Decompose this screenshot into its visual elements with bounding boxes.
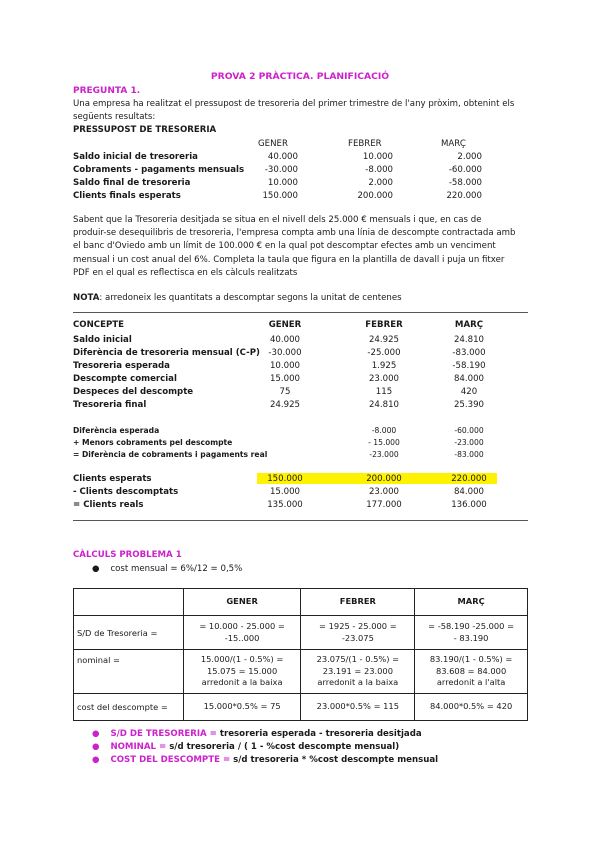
clients-cell: 220.000	[451, 474, 487, 484]
budget-cell: 2.000	[368, 178, 393, 188]
clients-cell: 23.000	[368, 487, 400, 497]
budget-col-febrer: FEBRER	[348, 139, 382, 149]
question-heading: PREGUNTA 1.	[73, 86, 141, 96]
solution-cell: 15.000	[269, 374, 301, 384]
budget-row-label: Cobraments - pagaments mensuals	[73, 165, 245, 175]
statement-line: mensual i un cost anual del 6%. Completa la taula que figura en la plantilla de davall i puja un fitxer	[73, 254, 505, 265]
solution-cell: 24.810	[453, 335, 485, 345]
diff-cell: -8.000	[371, 426, 397, 435]
calc-cell-line: = 1925 - 25.000 =	[319, 621, 397, 631]
solution-cell: 420	[460, 387, 478, 397]
calc-cell-line: arredonit a la baixa	[317, 677, 399, 688]
calc-cell-line: = -58.190 -25.000 =	[428, 621, 515, 631]
solution-cell: 40.000	[269, 335, 301, 345]
clients-row-label: - Clients descomptats	[73, 487, 179, 497]
solution-cell: 10.000	[269, 361, 301, 371]
solution-cell: 24.925	[269, 400, 301, 410]
calc-heading: CÀLCULS PROBLEMA 1	[73, 550, 182, 560]
solution-cell: 25.390	[453, 400, 485, 410]
clients-row-label: = Clients reals	[73, 500, 144, 510]
calc-cell	[301, 616, 415, 650]
solution-cell: -83.000	[452, 348, 486, 358]
calc-col-marc: MARÇ	[415, 589, 528, 616]
budget-col-marc: MARÇ	[441, 139, 466, 149]
diff-cell: -60.000	[454, 426, 484, 435]
diff-row-label: = Diferència de cobraments i pagaments real	[73, 450, 268, 459]
calc-bullet-text: cost mensual = 6%/12 = 0,5%	[110, 564, 243, 574]
note-label: NOTA	[73, 293, 100, 303]
solution-cell: 115	[375, 387, 393, 397]
calc-cell-line: 15.075 = 15.000	[206, 665, 278, 676]
solution-col-febrer: FEBRER	[365, 320, 403, 330]
divider-bottom	[73, 520, 528, 521]
calc-cell-line: 23.075/(1 - 0.5%) =	[316, 654, 400, 665]
solution-row-label: Tresoreria esperada	[73, 361, 170, 371]
calc-row-label: S/D de Tresoreria =	[74, 616, 184, 650]
statement-paragraph	[73, 214, 528, 280]
budget-cell: -8.000	[365, 165, 393, 175]
calc-cell-line: -15..000	[224, 632, 260, 643]
calc-row	[74, 616, 528, 650]
calc-row	[74, 694, 528, 721]
solution-cell: 24.925	[368, 335, 400, 345]
solution-row-label: Despeces del descompte	[73, 387, 194, 397]
diff-row-label: Diferència esperada	[73, 426, 160, 435]
budget-heading: PRESSUPOST DE TRESORERIA	[73, 125, 217, 135]
calc-header-empty	[74, 589, 184, 616]
budget-col-gener: GENER	[258, 139, 288, 149]
formula-term: S/D DE TRESORERIA =	[110, 729, 217, 739]
solution-cell: 75	[279, 387, 291, 397]
solution-cell: 84.000	[453, 374, 485, 384]
calc-row-label: nominal =	[74, 650, 184, 694]
budget-cell: 200.000	[357, 191, 393, 201]
calc-cell	[415, 694, 528, 721]
solution-col-marc: MARÇ	[454, 320, 484, 330]
calc-row	[74, 650, 528, 694]
budget-cell: -58.000	[448, 178, 482, 188]
calc-table	[73, 588, 528, 721]
calc-cell-line: 84.000*0.5% = 420	[429, 701, 513, 712]
budget-cell: 2.000	[457, 152, 482, 162]
formula-item	[92, 755, 438, 765]
calc-cell	[415, 650, 528, 694]
diff-cell: - 15.000	[368, 438, 400, 447]
clients-cell: 200.000	[366, 474, 402, 484]
statement-line: PDF en el qual es reflectisca en els càlculs realitzats	[73, 267, 298, 278]
calc-cell	[301, 650, 415, 694]
intro-line-2: següents resultats:	[73, 112, 156, 122]
solution-row-label: Saldo inicial	[73, 335, 132, 345]
solution-cell: -30.000	[268, 348, 302, 358]
budget-cell: 220.000	[446, 191, 482, 201]
formula-def: tresoreria esperada - tresoreria desitjada	[216, 729, 422, 739]
budget-cell: 150.000	[262, 191, 298, 201]
calc-cell-line: - 83.190	[453, 632, 489, 643]
diff-cell: -83.000	[454, 450, 484, 459]
formula-term: NOMINAL =	[110, 742, 167, 752]
diff-cell: -23.000	[454, 438, 484, 447]
diff-cell: -23.000	[369, 450, 399, 459]
clients-cell: 15.000	[269, 487, 301, 497]
calc-cell-line: -23.075	[341, 632, 374, 643]
formula-def: s/d tresoreria / ( 1 - %cost descompte mensual)	[166, 742, 400, 752]
clients-cell: 177.000	[366, 500, 402, 510]
solution-col-concepte: CONCEPTE	[73, 320, 125, 330]
calc-cell	[183, 694, 301, 721]
statement-line: produir-se desequilibris de tresoreria, l'empresa compta amb una línia de descompte contractada amb	[73, 228, 516, 239]
divider-top	[73, 312, 528, 313]
calc-cell-line: 23.000*0.5% = 115	[316, 701, 399, 712]
formula-term: COST DEL DESCOMPTE =	[110, 755, 231, 765]
budget-cell: -30.000	[264, 165, 298, 175]
solution-col-gener: GENER	[268, 320, 302, 330]
budget-cell: 10.000	[267, 178, 298, 188]
calc-cell	[415, 616, 528, 650]
intro-line-1: Una empresa ha realitzat el pressupost de tresoreria del primer trimestre de l'any pròxim, obtenint els	[73, 99, 515, 109]
calc-cell-line: 83.190/(1 - 0.5%) =	[429, 654, 513, 665]
clients-cell: 150.000	[267, 474, 303, 484]
bullet-dot-icon: ●	[92, 742, 100, 752]
budget-row-label: Saldo inicial de tresoreria	[73, 152, 198, 162]
solution-cell: 24.810	[368, 400, 400, 410]
diff-row-label: + Menors cobraments pel descompte	[73, 438, 233, 447]
solution-cell: 1.925	[371, 361, 397, 371]
calc-cell-line: arredonit a l'alta	[436, 677, 506, 688]
formula-item	[92, 742, 399, 752]
bullet-dot-icon: ●	[92, 729, 100, 739]
calc-cell-line: 15.000*0.5% = 75	[203, 701, 281, 712]
bullet-dot-icon: ●	[92, 755, 100, 765]
note	[73, 293, 402, 303]
calc-cell	[301, 694, 415, 721]
calc-cell-line: 23.191 = 23.000	[322, 665, 393, 676]
calc-col-febrer: FEBRER	[301, 589, 415, 616]
budget-row-label: Saldo final de tresoreria	[73, 178, 191, 188]
clients-cell: 135.000	[267, 500, 303, 510]
calc-header-row	[74, 589, 528, 616]
calc-cell-line: = 10.000 - 25.000 =	[199, 621, 285, 631]
clients-row-label: Clients esperats	[73, 474, 152, 484]
calc-bullet	[92, 564, 242, 574]
calc-cell	[183, 616, 301, 650]
budget-row-label: Clients finals esperats	[73, 191, 181, 201]
formula-def: s/d tresoreria * %cost descompte mensual	[230, 755, 439, 765]
calc-cell-line: 15.000/(1 - 0.5%) =	[200, 654, 284, 665]
solution-row-label: Tresoreria final	[73, 400, 147, 410]
calc-cell	[183, 650, 301, 694]
statement-line: el banc d'Oviedo amb un límit de 100.000 € en la qual pot descomptar efectes amb un venciment	[73, 241, 496, 252]
budget-cell: 10.000	[362, 152, 393, 162]
solution-cell: -25.000	[367, 348, 401, 358]
solution-row-label: Diferència de tresoreria mensual (C-P)	[73, 348, 260, 358]
calc-cell-line: arredonit a la baixa	[201, 677, 283, 688]
note-text: : arredoneix les quantitats a descomptar segons la unitat de centenes	[99, 293, 402, 303]
calc-cell-line: 83.608 = 84.000	[435, 665, 507, 676]
budget-cell: 40.000	[267, 152, 298, 162]
statement-line: Sabent que la Tresoreria desitjada se situa en el nivell dels 25.000 € mensuals i que, en cas de	[73, 215, 482, 225]
calc-col-gener: GENER	[183, 589, 301, 616]
solution-cell: 23.000	[368, 374, 400, 384]
clients-cell: 84.000	[453, 487, 485, 497]
solution-row-label: Descompte comercial	[73, 374, 177, 384]
document-title: PROVA 2 PRÀCTICA. PLANIFICACIÓ	[210, 71, 390, 82]
calc-row-label: cost del descompte =	[74, 694, 184, 721]
solution-cell: -58.190	[452, 361, 486, 371]
budget-cell: -60.000	[448, 165, 482, 175]
formula-item	[92, 729, 422, 739]
bullet-dot-icon: ●	[92, 564, 100, 574]
clients-cell: 136.000	[451, 500, 487, 510]
